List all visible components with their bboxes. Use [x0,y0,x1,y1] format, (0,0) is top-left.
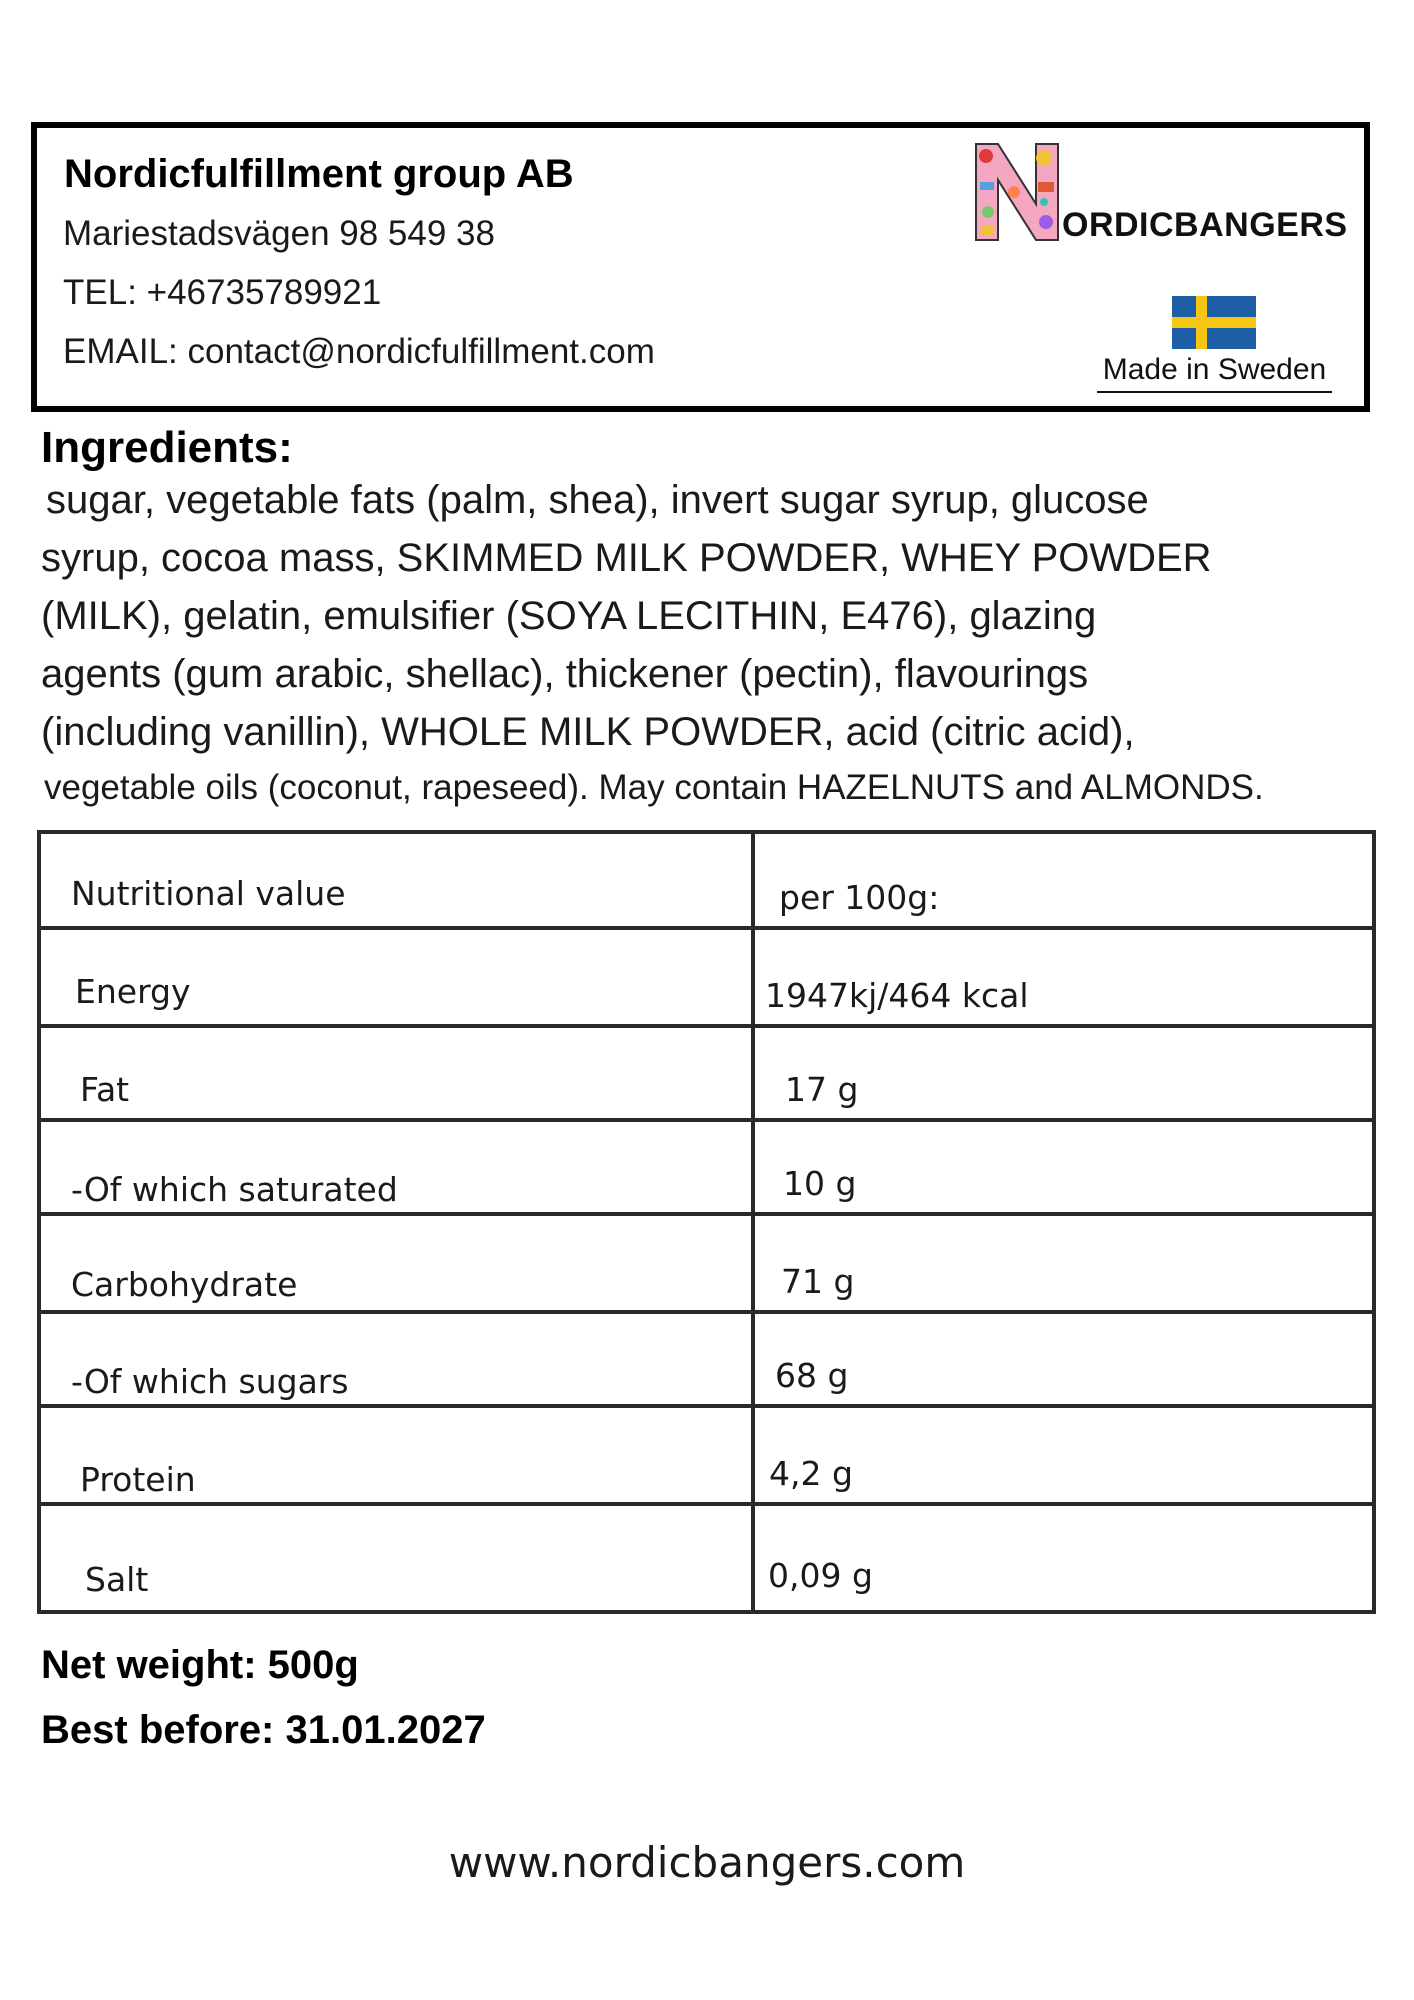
website-url: www.nordicbangers.com [448,1838,966,1887]
table-row-divider [37,1024,1376,1028]
table-row-divider [37,1212,1376,1216]
ingredients-line: vegetable oils (coconut, rapeseed). May contain HAZELNUTS and ALMONDS. [44,768,1264,807]
nutrient-value: 71 g [781,1262,855,1301]
table-header-nutrient: Nutritional value [71,874,346,913]
company-address: Mariestadsvägen 98 549 38 [63,214,495,253]
table-column-divider [751,830,755,1614]
table-row-divider [37,926,1376,930]
logo-wordmark: ORDICBANGERS [1062,206,1348,244]
table-header-per-100g: per 100g: [779,878,940,917]
nutrient-name: -Of which saturated [71,1170,398,1209]
nutrition-table [37,830,1376,1614]
company-name: Nordicfulfillment group AB [64,152,574,196]
ingredients-line: agents (gum arabic, shellac), thickener (pectin), flavourings [41,652,1089,696]
made-in-sweden-label: Made in Sweden [1097,353,1332,393]
nutrient-value: 68 g [775,1356,849,1395]
nutrient-name: Fat [80,1070,130,1109]
table-row-divider [37,1310,1376,1314]
best-before-date: Best before: 31.01.2027 [41,1708,486,1752]
logo-letter-n [974,142,1060,242]
ingredients-line: sugar, vegetable fats (palm, shea), invert sugar syrup, glucose [46,478,1149,522]
table-row-divider [37,1118,1376,1122]
nutrient-name: Energy [75,972,191,1011]
nutrient-value: 17 g [785,1070,859,1109]
nutrient-name: Carbohydrate [71,1265,298,1304]
ingredients-line: (MILK), gelatin, emulsifier (SOYA LECITHIN, E476), glazing [41,594,1097,638]
nutrient-value: 1947kj/464 kcal [765,976,1029,1015]
nutrient-name: Protein [80,1460,196,1499]
company-email: EMAIL: contact@nordicfulfillment.com [63,332,655,371]
nutrient-value: 4,2 g [769,1454,853,1493]
nutrient-name: Salt [85,1560,149,1599]
nutrient-value: 10 g [783,1164,857,1203]
ingredients-line: (including vanillin), WHOLE MILK POWDER, acid (citric acid), [41,710,1135,754]
table-row-divider [37,1502,1376,1506]
nutrient-value: 0,09 g [768,1556,873,1595]
table-frame [37,830,1376,1614]
net-weight: Net weight: 500g [41,1643,359,1687]
table-row-divider [37,1404,1376,1408]
company-phone: TEL: +46735789921 [63,273,382,312]
ingredients-heading: Ingredients: [41,423,293,472]
sweden-flag-icon [1172,296,1256,349]
ingredients-line: syrup, cocoa mass, SKIMMED MILK POWDER, WHEY POWDER [41,536,1212,580]
nutrient-name: -Of which sugars [71,1362,349,1401]
